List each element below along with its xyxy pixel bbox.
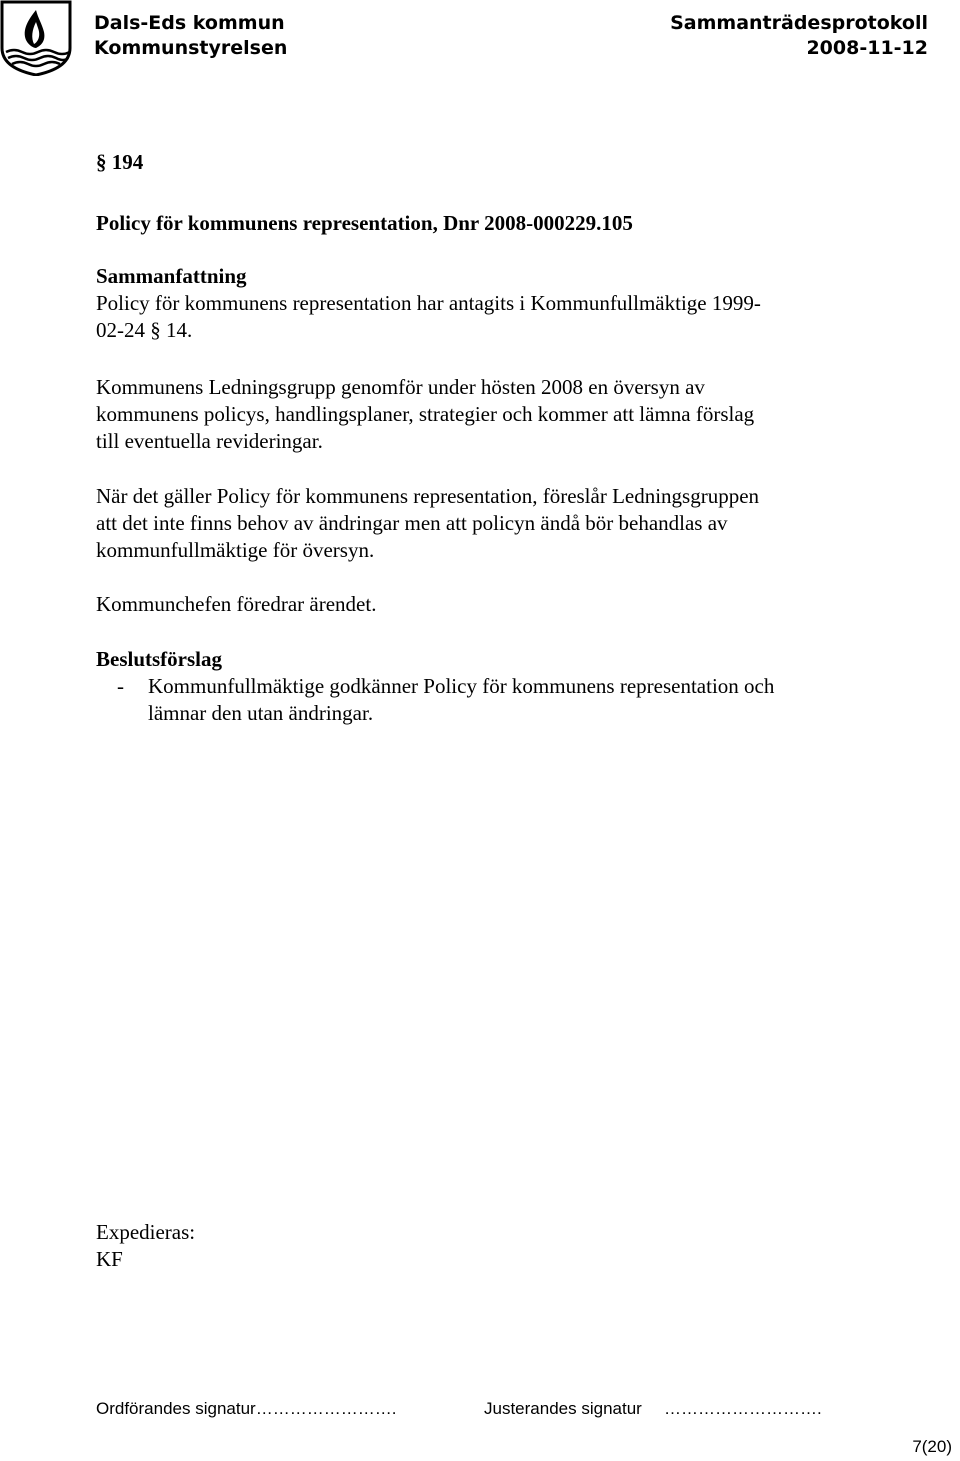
summary-date: 02-24 [96,318,145,342]
section-number: 194 [111,150,144,174]
section-symbol: § [96,150,107,174]
section-heading [96,149,143,176]
summary-section-symbol: § [150,318,161,342]
adjuster-signature-dots: ………………………. [664,1399,822,1418]
municipal-coat-of-arms-logo [0,0,72,76]
paragraph-line: att det inte finns behov av ändringar men att policyn ändå bör behandlas av [96,511,728,535]
proposal-line: lämnar den utan ändringar. [148,701,374,725]
proposal-dash: - [117,674,124,698]
dispatch-label: Expedieras: [96,1220,196,1244]
municipality-name: Dals-Eds kommun [94,12,285,34]
paragraph-review [96,374,896,455]
proposal-line: Kommunfullmäktige godkänner Policy för kommunens representation och [148,674,775,698]
paragraph-line: Kommunens Ledningsgrupp genomför under hösten 2008 en översyn av [96,375,705,399]
chair-signature-line: Ordförandes signatur……………………. [96,1399,397,1418]
meeting-date: 2008-11-12 [806,37,928,59]
proposal-heading: Beslutsförslag [96,647,222,671]
paragraph-line: kommunfullmäktige för översyn. [96,538,375,562]
proposal-text [148,673,928,727]
paragraph-line: När det gäller Policy för kommunens representation, föreslår Ledningsgruppen [96,484,760,508]
summary-line: Policy för kommunens representation har antagits i Kommunfullmäktige 1999- [96,291,761,315]
dispatch-block [96,1219,195,1273]
summary-section-number: 14. [166,318,193,342]
paragraph-line: till eventuella revideringar. [96,429,323,453]
document-type: Sammanträdesprotokoll [670,12,928,34]
summary-line [96,317,886,344]
item-title: Policy för kommunens representation, Dnr 2008-000229.105 [96,211,633,235]
summary-block [96,263,886,344]
dispatch-recipient: KF [96,1247,123,1271]
adjuster-signature-label: Justerandes signatur [484,1399,642,1418]
paragraph-proposal-context [96,483,916,564]
paragraph-presenter: Kommunchefen föredrar ärendet. [96,592,377,616]
page-number: 7(20) [912,1437,952,1456]
paragraph-line: kommunens policys, handlingsplaner, strategier och kommer att lämna förslag [96,402,755,426]
summary-heading: Sammanfattning [96,264,247,288]
board-name: Kommunstyrelsen [94,37,288,59]
